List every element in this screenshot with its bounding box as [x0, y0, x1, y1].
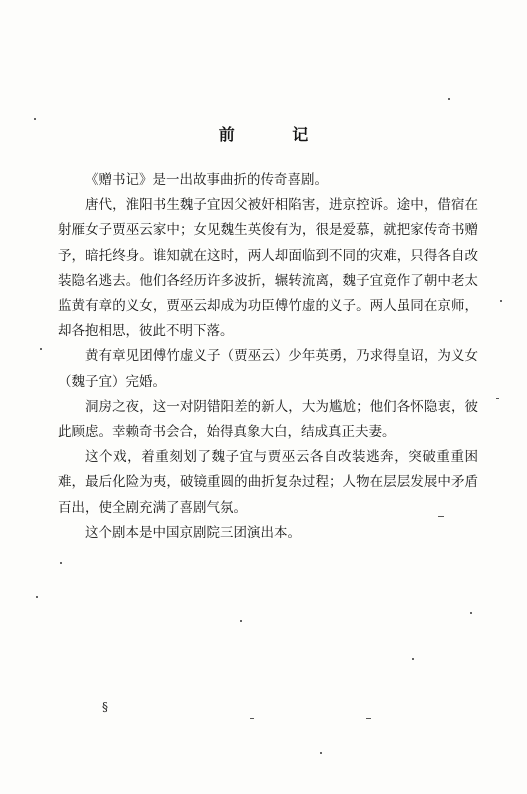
- preface-body: [58, 160, 478, 546]
- scan-speck: [470, 612, 472, 614]
- scan-speck: [60, 562, 62, 564]
- page-title: 前 记: [218, 125, 335, 144]
- scan-speck: [412, 658, 414, 660]
- scan-speck: [496, 398, 499, 399]
- paragraph-4: 洞房之夜，这一对阴错阳差的新人，大为尴尬；他们各怀隐衷，彼此顾虑。幸赖奇书会合，始得真象大白，结成真正夫妻。: [58, 398, 478, 441]
- scan-speck: [500, 300, 502, 302]
- scan-speck: [250, 718, 254, 719]
- paragraph-2: 唐代，淮阳书生魏子宜因父被奸相陷害，进京控诉。途中，借宿在射雁女子贾巫云家中；女见魏生英俊有为，很是爱慕，就把家传奇书赠予，暗托终身。谁知就在这时，两人却面临到不同的灾难，只得各自改装隐名逃去。他们各经历许多波折，辗转流离，魏子宜竟作了朝中老太监黄有章的义女，贾巫云却成为功臣傅竹虚的义子。两人虽同在京师，却各抱相思，彼此不明下落。: [58, 197, 478, 340]
- scan-speck: [34, 118, 36, 120]
- scan-speck: [40, 348, 42, 350]
- scan-speck: [438, 516, 444, 517]
- page-mark: §: [102, 700, 108, 714]
- paragraph-1: 《赠书记》是一出故事曲折的传奇喜剧。: [85, 172, 328, 188]
- scan-speck: [320, 752, 322, 754]
- scan-speck: [448, 98, 450, 100]
- paragraph-6: 这个剧本是中国京剧院三团演出本。: [85, 524, 301, 541]
- paragraph-5: 这个戏，着重刻划了魏子宜与贾巫云各自改装逃奔，突破重重困难，最后化险为夷，破镜重圆的曲折复杂过程；人物在层层发展中矛盾百出，使全剧充满了喜剧气氛。: [58, 449, 478, 516]
- scan-speck: [366, 718, 371, 719]
- scan-speck: [240, 620, 242, 622]
- scan-speck: [36, 596, 38, 598]
- paragraph-3: 黄有章见团傅竹虚义子（贾巫云）少年英勇，乃求得皇诏，为义女（魏子宜）完婚。: [58, 348, 478, 390]
